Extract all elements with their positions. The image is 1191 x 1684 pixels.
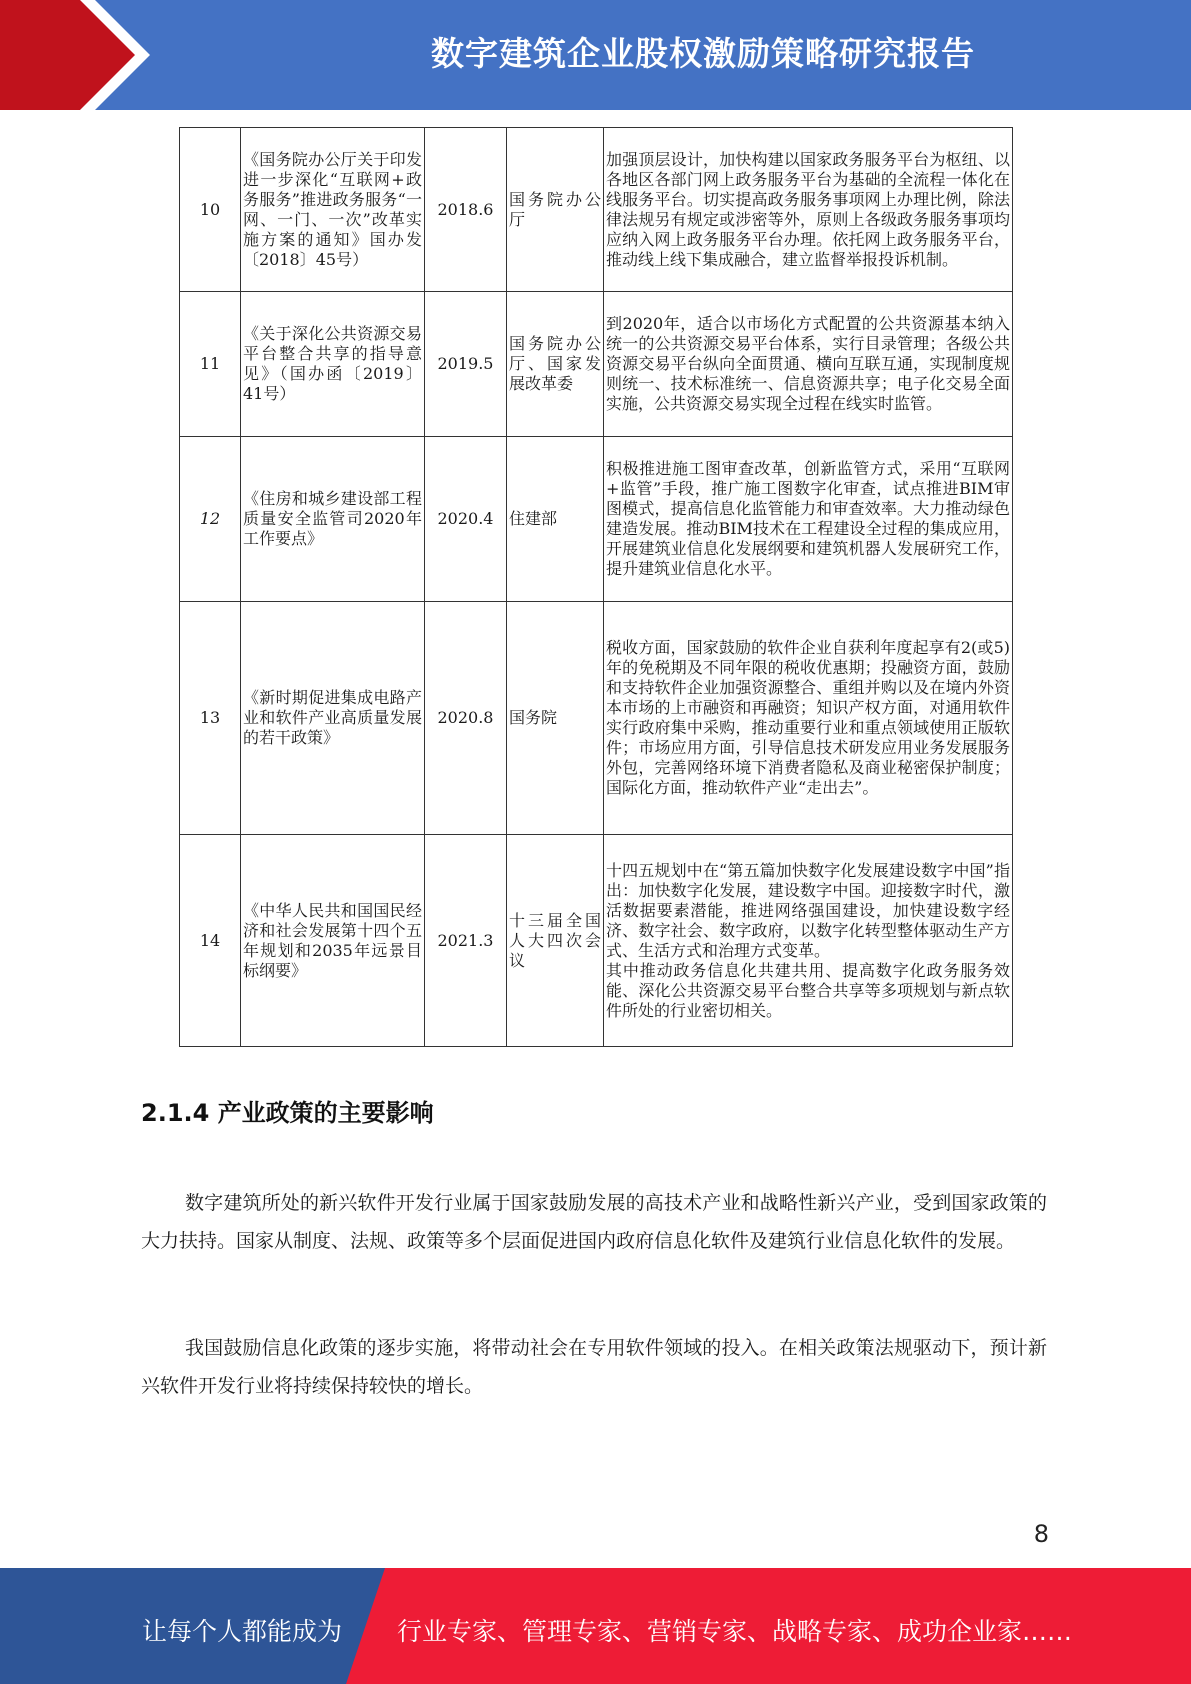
footer-slogan-left: 让每个人都能成为 [142,1617,343,1646]
policy-date: 2019.5 [425,292,507,437]
policy-content: 积极推进施工图审查改革，创新监管方式，采用“互联网+监管”手段，推广施工图数字化审查，试点推进BIM审图模式，提高信息化监管能力和审查效率。大力推动绿色建造发展。推动BIM技术在工程建设全过程的集成应用，开展建筑业信息化发展纲要和建筑机器人发展研究工作，提升建筑业信息化水平。 [604,437,1013,602]
policy-content: 税收方面，国家鼓励的软件企业自获利年度起享有2(或5)年的免税期及不同年限的税收优惠期；投融资方面，鼓励和支持软件企业加强资源整合、重组并购以及在境内外资本市场的上市融资和再融资；知识产权方面，对通用软件实行政府集中采购，推动重要行业和重点领域使用正版软件；市场应用方面，引导信息技术研发应用业务发展服务外包，完善网络环境下消费者隐私及商业秘密保护制度；国际化方面，推动软件产业“走出去”。 [604,602,1013,835]
issuing-department: 国务院办公厅、国家发展改革委 [507,292,604,437]
policy-date: 2020.8 [425,602,507,835]
body-paragraph: 我国鼓励信息化政策的逐步实施，将带动社会在专用软件领域的投入。在相关政策法规驱动下，预计新兴软件开发行业将持续保持较快的增长。 [141,1337,1047,1397]
report-title: 数字建筑企业股权激励策略研究报告 [431,34,975,73]
section-heading: 2.1.4 产业政策的主要影响 [141,1099,434,1127]
table-row [180,128,1013,292]
policy-table [179,127,1013,1047]
page-header [0,0,1191,110]
policy-date: 2021.3 [425,835,507,1047]
footer-slogan-right: 行业专家、管理专家、营销专家、战略专家、成功企业家…… [397,1617,1073,1646]
policy-content: 到2020年，适合以市场化方式配置的公共资源基本纳入统一的公共资源交易平台体系，实行目录管理；各级公共资源交易平台纵向全面贯通、横向互联互通，实现制度规则统一、技术标准统一、信息资源共享；电子化交易全面实施，公共资源交易实现全过程在线实时监管。 [604,292,1013,437]
row-number: 12 [180,437,241,602]
policy-name: 《国务院办公厅关于印发进一步深化“互联网+政务服务”推进政务服务“一网、一门、一次”改革实施方案的通知》国办发〔2018〕45号） [241,128,425,292]
body-paragraph: 数字建筑所处的新兴软件开发行业属于国家鼓励发展的高技术产业和战略性新兴产业，受到国家政策的大力扶持。国家从制度、法规、政策等多个层面促进国内政府信息化软件及建筑行业信息化软件的发展。 [141,1192,1047,1252]
policy-content [604,835,1013,1047]
policy-date: 2018.6 [425,128,507,292]
policy-content-part1: 十四五规划中在“第五篇加快数字化发展建设数字中国”指出：加快数字化发展，建设数字中国。迎接数字时代，激活数据要素潜能，推进网络强国建设，加快建设数字经济、数字社会、数字政府，以数字化转型整体驱动生产方式、生活方式和治理方式变革。 [606,860,1010,960]
table-row [180,835,1013,1047]
issuing-department: 十三届全国人大四次会议 [507,835,604,1047]
page-footer [0,1568,1191,1684]
table-row [180,437,1013,602]
policy-name: 《新时期促进集成电路产业和软件产业高质量发展的若干政策》 [241,602,425,835]
row-number: 11 [180,292,241,437]
header-arrow-decoration [0,0,200,110]
issuing-department: 国务院办公厅 [507,128,604,292]
row-number: 14 [180,835,241,1047]
row-number: 10 [180,128,241,292]
table-row [180,602,1013,835]
policy-name: 《住房和城乡建设部工程质量安全监管司2020年工作要点》 [241,437,425,602]
policy-date: 2020.4 [425,437,507,602]
issuing-department: 住建部 [507,437,604,602]
policy-content: 加强顶层设计，加快构建以国家政务服务平台为枢纽、以各地区各部门网上政务服务平台为基础的全流程一体化在线服务平台。切实提高政务服务事项网上办理比例，除法律法规另有规定或涉密等外，原则上各级政务服务事项均应纳入网上政务服务平台办理。依托网上政务服务平台，推动线上线下集成融合，建立监督举报投诉机制。 [604,128,1013,292]
policy-name: 《关于深化公共资源交易平台整合共享的指导意见》（国办函〔2019〕41号） [241,292,425,437]
row-number: 13 [180,602,241,835]
page-number: 8 [1033,1520,1049,1548]
table-row [180,292,1013,437]
issuing-department: 国务院 [507,602,604,835]
policy-content-part2: 其中推动政务信息化共建共用、提高数字化政务服务效能、深化公共资源交易平台整合共享等多项规划与新点软件所处的行业密切相关。 [606,960,1010,1020]
policy-name: 《中华人民共和国国民经济和社会发展第十四个五年规划和2035年远景目标纲要》 [241,835,425,1047]
